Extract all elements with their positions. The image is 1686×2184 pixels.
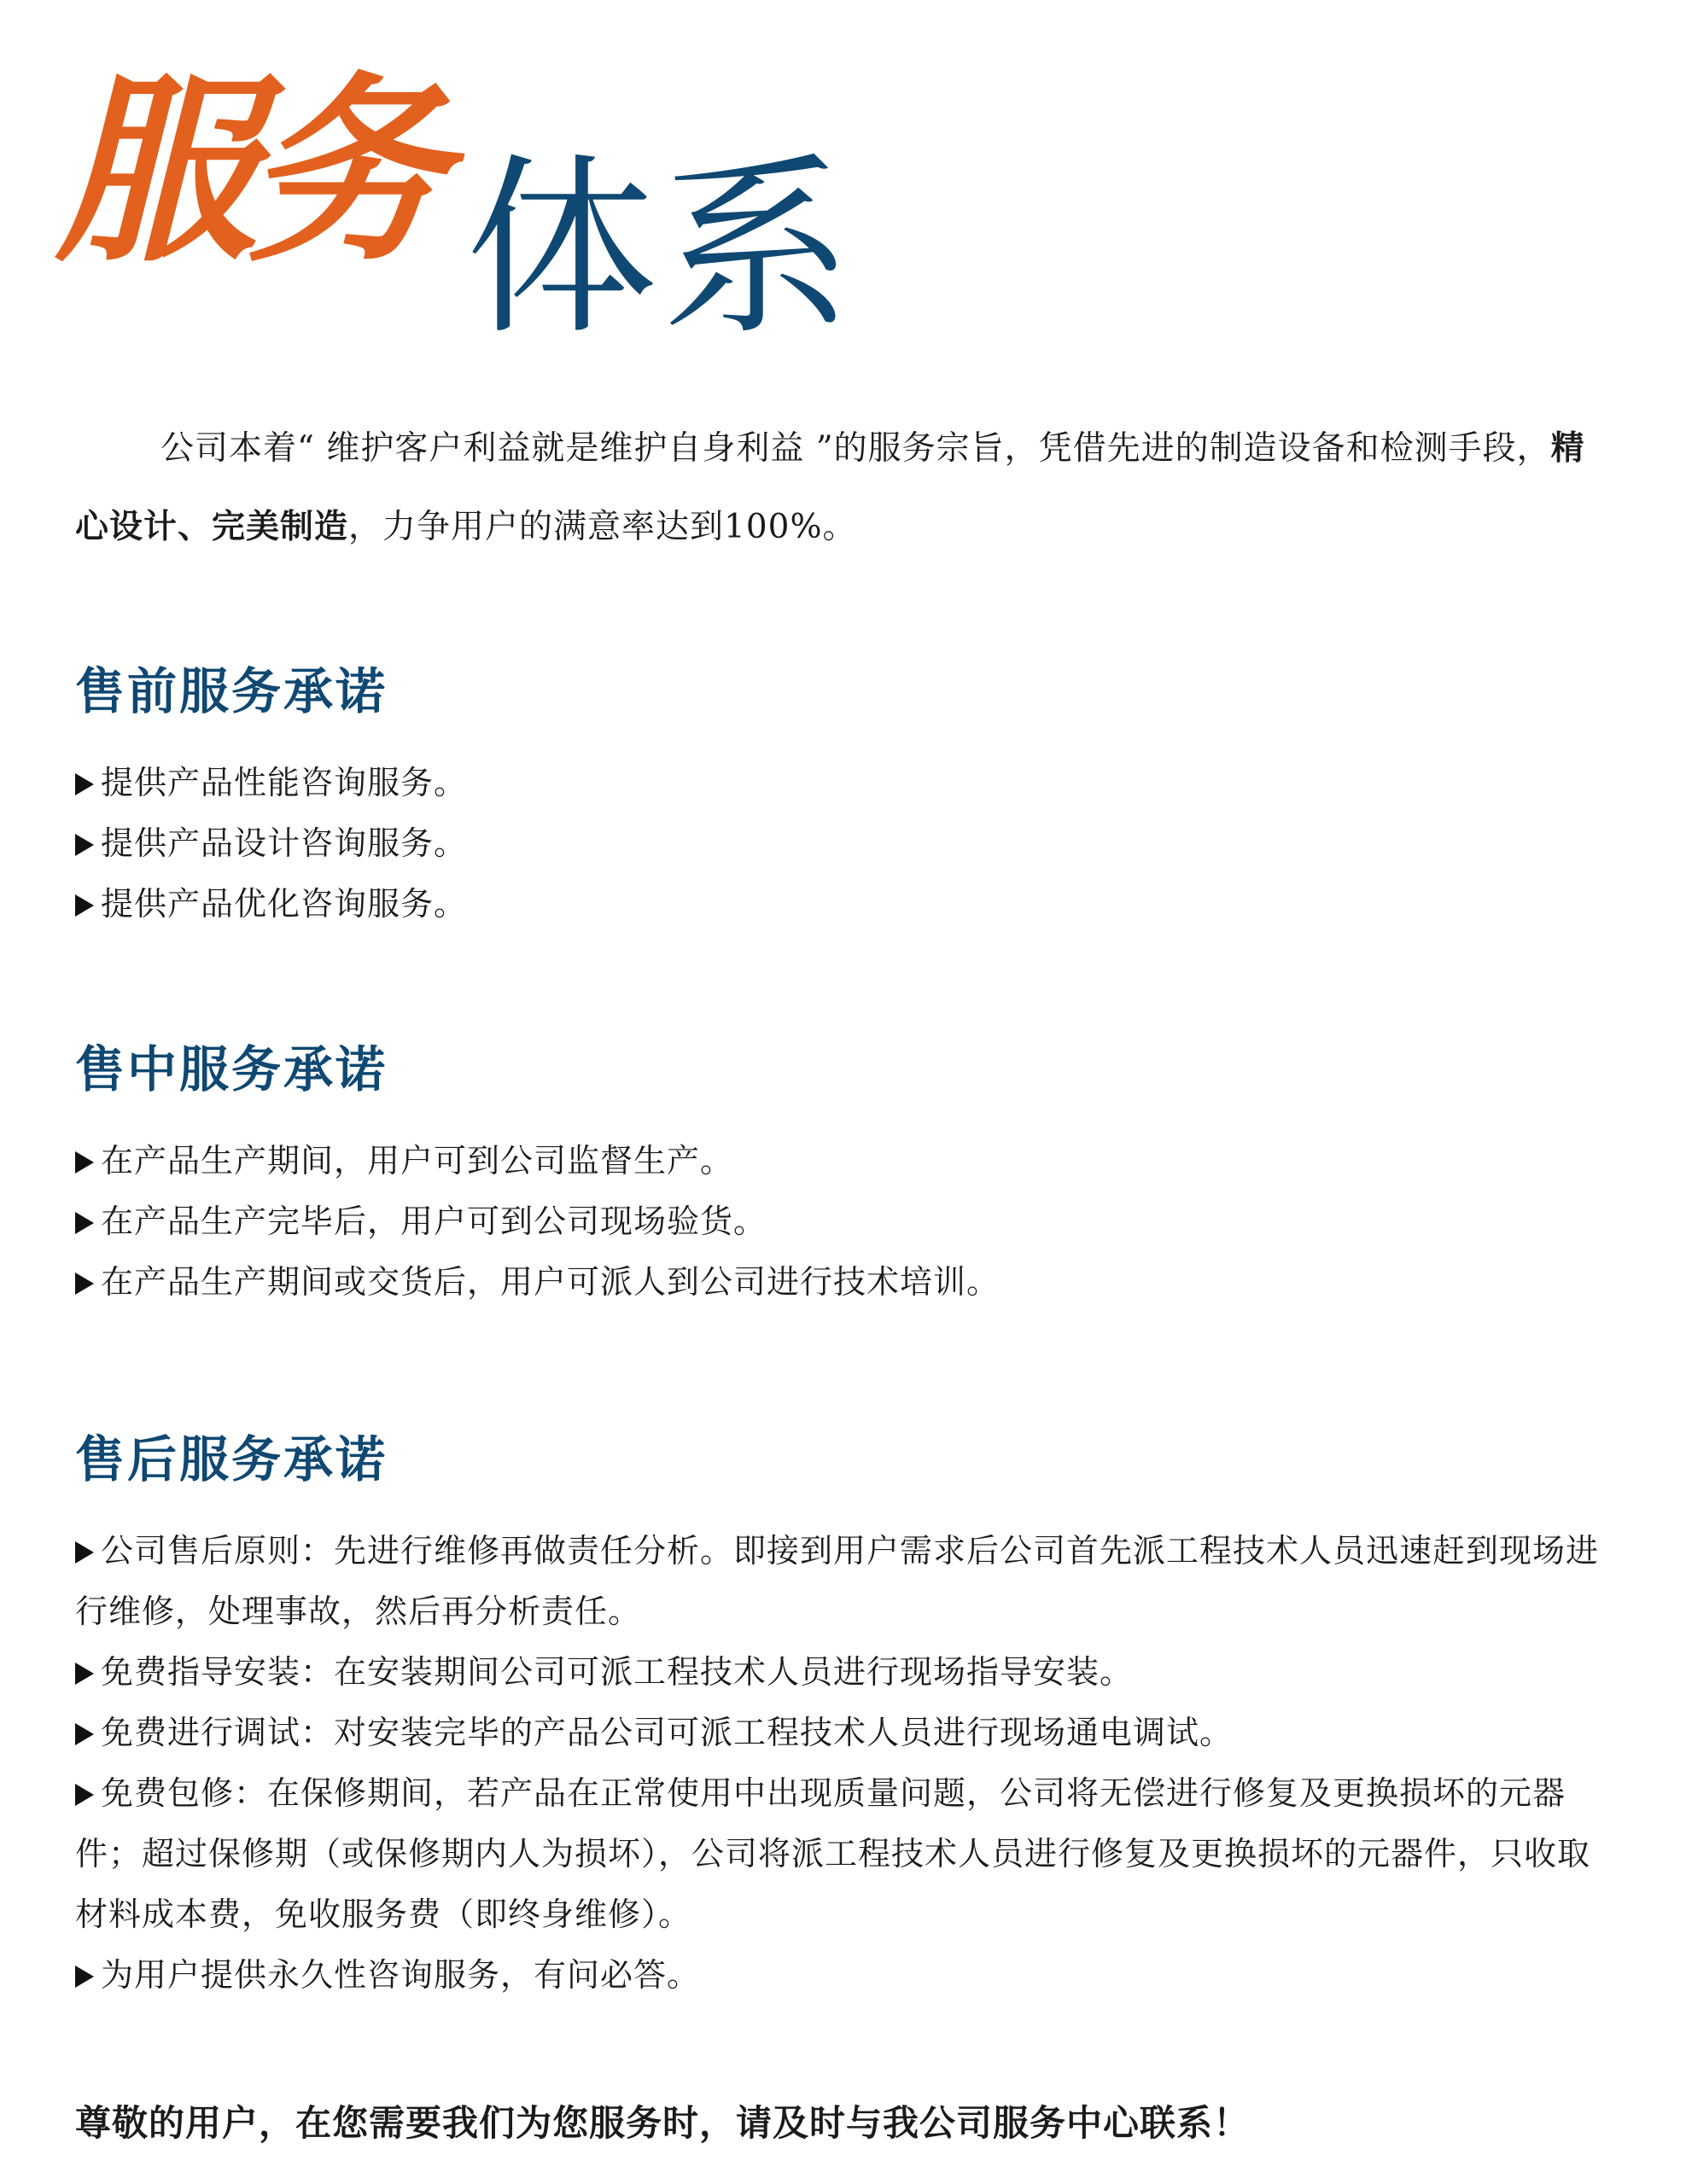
section-after-sale: [75, 1425, 1612, 2006]
list-item-text: 免费包修：在保修期间，若产品在正常使用中出现质量问题，公司将无偿进行修复及更换损坏的元器件；超过保修期（或保修期内人为损坏），公司将派工程技术人员进行修复及更换损坏的元器件，只收取材料成本费，免收服务费（即终身维修）。: [75, 1774, 1591, 1933]
page-title: [43, 56, 926, 361]
triangle-right-icon: [75, 1663, 94, 1685]
section-pre-sale: [75, 657, 1612, 935]
list-item: [75, 1763, 1612, 1945]
triangle-right-icon: [75, 1151, 94, 1174]
list-item-text: 提供产品设计咨询服务。: [101, 824, 468, 862]
section-heading: 售中服务承诺: [75, 1040, 388, 1098]
list-item: [75, 874, 1612, 935]
triangle-right-icon: [75, 1541, 94, 1564]
triangle-right-icon: [75, 773, 94, 795]
list-item-text: 提供产品性能咨询服务。: [101, 764, 468, 801]
list-item: [75, 1191, 1612, 1252]
list-item-text: 在产品生产完毕后，用户可到公司现场验货。: [101, 1203, 767, 1240]
list-item: [75, 1131, 1612, 1191]
list-item: [75, 813, 1612, 874]
triangle-right-icon: [75, 1784, 94, 1806]
list-item: [75, 753, 1612, 813]
triangle-right-icon: [75, 1723, 94, 1745]
triangle-right-icon: [75, 834, 94, 856]
list-item: [75, 1703, 1612, 1763]
intro-text-1: 公司本着“ 维护客户利益就是维护自身利益 ”的服务宗旨，凭借先进的制造设备和检测手段，: [160, 429, 1551, 468]
list-item-text: 在产品生产期间或交货后，用户可派人到公司进行技术培训。: [101, 1263, 1001, 1301]
triangle-right-icon: [75, 1966, 94, 1988]
list-item: [75, 1521, 1612, 1642]
section-heading: 售前服务承诺: [75, 662, 388, 720]
list-item-text: 免费进行调试：对安装完毕的产品公司可派工程技术人员进行现场通电调试。: [101, 1714, 1234, 1751]
triangle-right-icon: [75, 1273, 94, 1295]
list-item-text: 公司售后原则：先进行维修再做责任分析。即接到用户需求后公司首先派工程技术人员迅速赶到现场进行维修，处理事故，然后再分析责任。: [75, 1532, 1600, 1630]
triangle-right-icon: [75, 894, 94, 917]
list-item-text: 提供产品优化咨询服务。: [101, 885, 468, 923]
list-item-text: 在产品生产期间，用户可到公司监督生产。: [101, 1142, 734, 1179]
promise-list: [75, 753, 1612, 935]
intro-paragraph: [75, 410, 1612, 567]
triangle-right-icon: [75, 1212, 94, 1234]
intro-bold: 精心设计、完美制造: [75, 429, 1585, 546]
section-in-sale: [75, 1035, 1612, 1313]
title-main: 体系: [465, 137, 856, 361]
list-item: [75, 1945, 1612, 2006]
title-accent: 服务: [43, 56, 483, 289]
intro-text-2: ，力争用户的满意率达到100%。: [348, 508, 857, 546]
list-item: [75, 1642, 1612, 1703]
closing-statement: 尊敬的用户，在您需要我们为您服务时，请及时与我公司服务中心联系！: [75, 2102, 1251, 2144]
list-item-text: 为用户提供永久性咨询服务，有问必答。: [101, 1956, 701, 1994]
promise-list: [75, 1131, 1612, 1313]
section-heading: 售后服务承诺: [75, 1430, 388, 1488]
list-item-text: 免费指导安装：在安装期间公司可派工程技术人员进行现场指导安装。: [101, 1653, 1134, 1691]
list-item: [75, 1252, 1612, 1313]
promise-list: [75, 1521, 1612, 2006]
